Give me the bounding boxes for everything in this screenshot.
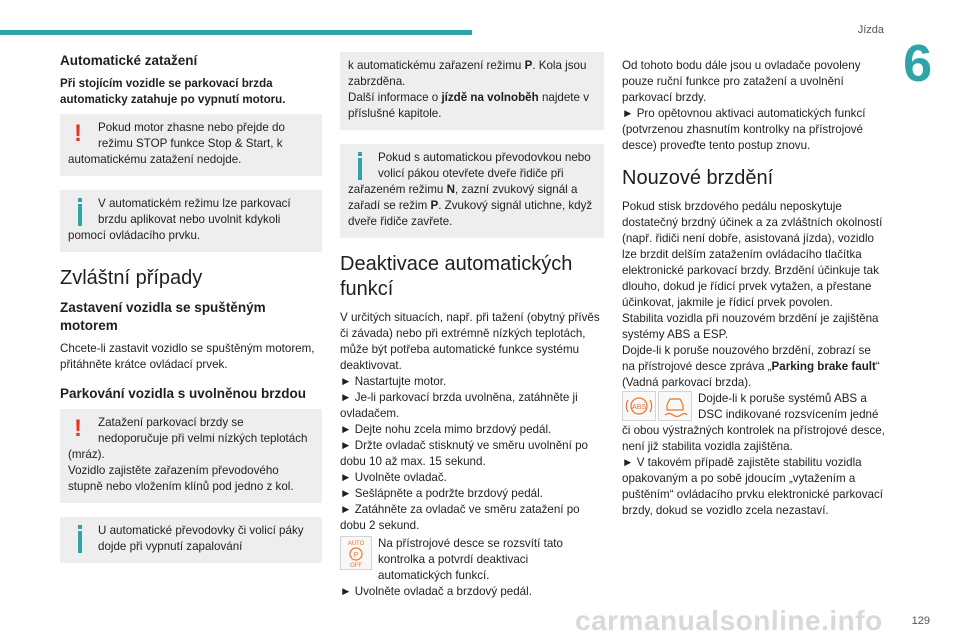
info-icon <box>354 152 368 178</box>
abs-dsc-text: Dojde-li k poruše systémů ABS a DSC indikované rozsvícením jedné či obou výstražných kontrolek na přístrojové desce, není již stabilita vozidla zajištěna. <box>622 392 885 453</box>
abs-dsc-block <box>622 391 886 455</box>
svg-text:AUTO: AUTO <box>347 541 365 547</box>
step: ► Uvolněte ovladač a brzdový pedál. <box>340 585 532 598</box>
step: ► Držte ovladač stisknutý ve směru uvolnění po dobu 10 až max. 15 sekund. <box>340 439 588 468</box>
warning-exclamation-icon: ! <box>74 415 82 442</box>
paragraph-emergency-1: Pokud stisk brzdového pedálu neposkytuje dostatečný brzdný účinek a za zvláštních okolností (např. řidiči není dobře, asistovaná jízda), vozidlo lze brzdit delším zatažením ovládacího tlačítka elektronické parkovací brzdy. Brzdění účinkuje tak dlouho, dokud je řídicí prvek vytažen, a přestane účinkovat, jakmile je řídicí prvek povolen. <box>622 200 883 309</box>
watermark-text: carmanualsonline.info <box>575 605 883 636</box>
warning-note <box>60 114 322 176</box>
heading-special-cases: Zvláštní případy <box>60 267 203 289</box>
info-text: V automatickém režimu lze parkovací brzdu aplikovat nebo uvolnit kdykoli pomocí ovládacího prvku. <box>68 197 291 242</box>
info-text: U automatické převodovky či volicí páky dojde při vypnutí zapalování <box>98 524 304 553</box>
info-text: Pokud s automatickou převodovkou nebo volicí pákou otevřete dveře řidiče při zařazeném režimu N, zazní zvukový signál a zařadí se režim P. Zvukový signál utichne, když dveře řidiče zavřete. <box>348 151 593 228</box>
step: ► Je-li parkovací brzda uvolněna, zatáhněte ji ovladačem. <box>340 391 578 420</box>
column-2 <box>340 52 604 600</box>
running-title: Jízda <box>857 24 884 36</box>
paragraph-emergency-2: Stabilita vozidla při nouzovém brzdění je zajištěna systémy ABS a ESP. <box>622 312 879 341</box>
heading-stop-engine-running: Zastavení vozidla se spuštěným motorem <box>60 300 266 333</box>
svg-text:OFF: OFF <box>350 563 362 569</box>
step: ► Zatáhněte za ovladač ve směru zatažení po dobu 2 sekund. <box>340 503 580 532</box>
paragraph-auto-bold: Při stojícím vozidle se parkovací brzda automaticky zatahuje po vypnutí motoru. <box>60 77 286 106</box>
column-1 <box>60 52 322 577</box>
stability-control-icon <box>658 391 692 421</box>
paragraph-reactivate: ► Pro opětovnou aktivaci automatických funkcí (potvrzenou zhasnutím kontrolky na přístrojové desce) proveďte tento postup znovu. <box>622 107 866 152</box>
info-icon <box>74 198 88 224</box>
paragraph-final: ► V takovém případě zajistěte stabilitu vozidla opakovaným a po sobě jdoucím „vytažením a puštěním“ ovládacího prvku elektronické parkovací brzdy, dokud se vozidlo zcela nezastaví. <box>622 456 883 517</box>
auto-off-text: Na přístrojové desce se rozsvítí tato kontrolka a potvrdí deaktivaci automatických funkcí. <box>378 537 563 582</box>
page-number: 129 <box>911 615 930 627</box>
info-note-continued <box>340 52 604 130</box>
svg-text:ABS: ABS <box>631 404 647 411</box>
auto-off-indicator-icon <box>340 536 372 570</box>
heading-automatic-engagement: Automatické zatažení <box>60 53 198 68</box>
info-note-3 <box>340 144 604 238</box>
step: ► Uvolněte ovladač. <box>340 471 447 484</box>
info-note <box>60 190 322 252</box>
paragraph-emergency-3: Dojde-li k poruše nouzového brzdění, zobrazí se na přístrojové desce zpráva „Parking brake fault“ (Vadná parkovací brzda). <box>622 344 880 389</box>
warning-note-2 <box>60 409 322 503</box>
header-accent-bar <box>0 30 472 35</box>
warning-text: Pokud motor zhasne nebo přejde do režimu STOP funkce Stop & Start, k automatickému zatažení nedojde. <box>68 121 285 166</box>
heading-deactivation: Deaktivace automatických funkcí <box>340 253 573 300</box>
paragraph-deactivation: V určitých situacích, např. při tažení (obytný přívěs či závada) nebo při extrémně nízkých teplotách, může být potřeba automatické funkce systému deaktivovat. <box>340 311 600 372</box>
step: ► Dejte nohu zcela mimo brzdový pedál. <box>340 423 552 436</box>
column-3 <box>622 58 886 525</box>
note-continued-line: k automatickému zařazení režimu P. Kola jsou zabrzděna. <box>348 59 587 88</box>
paragraph-stop: Chcete-li zastavit vozidlo se spuštěným motorem, přitáhněte krátce ovládací prvek. <box>60 342 315 371</box>
chapter-number: 6 <box>903 35 932 93</box>
step: ► Sešlápněte a podržte brzdový pedál. <box>340 487 543 500</box>
heading-emergency-braking: Nouzové brzdění <box>622 167 774 189</box>
svg-text:P: P <box>353 552 359 559</box>
heading-park-released: Parkování vozidla s uvolněnou brzdou <box>60 386 307 401</box>
info-note-2 <box>60 517 322 563</box>
paragraph-manual: Od tohoto bodu dále jsou u ovladače povoleny pouze ruční funkce pro zatažení a uvolnění parkovací brzdy. <box>622 59 861 104</box>
warning-text: Vozidlo zajistěte zařazením převodového stupně nebo vložením klínů pod jedno z kol. <box>68 464 294 493</box>
info-icon <box>74 525 88 551</box>
note-more-info-line: Další informace o jízdě na volnoběh najdete v příslušné kapitole. <box>348 91 589 120</box>
abs-warning-icon <box>622 391 656 421</box>
step: ► Nastartujte motor. <box>340 375 447 388</box>
auto-off-block <box>340 536 604 584</box>
warning-exclamation-icon: ! <box>74 120 82 147</box>
warning-text: Zatažení parkovací brzdy se nedoporučuje při velmi nízkých teplotách (mráz). <box>68 416 308 461</box>
